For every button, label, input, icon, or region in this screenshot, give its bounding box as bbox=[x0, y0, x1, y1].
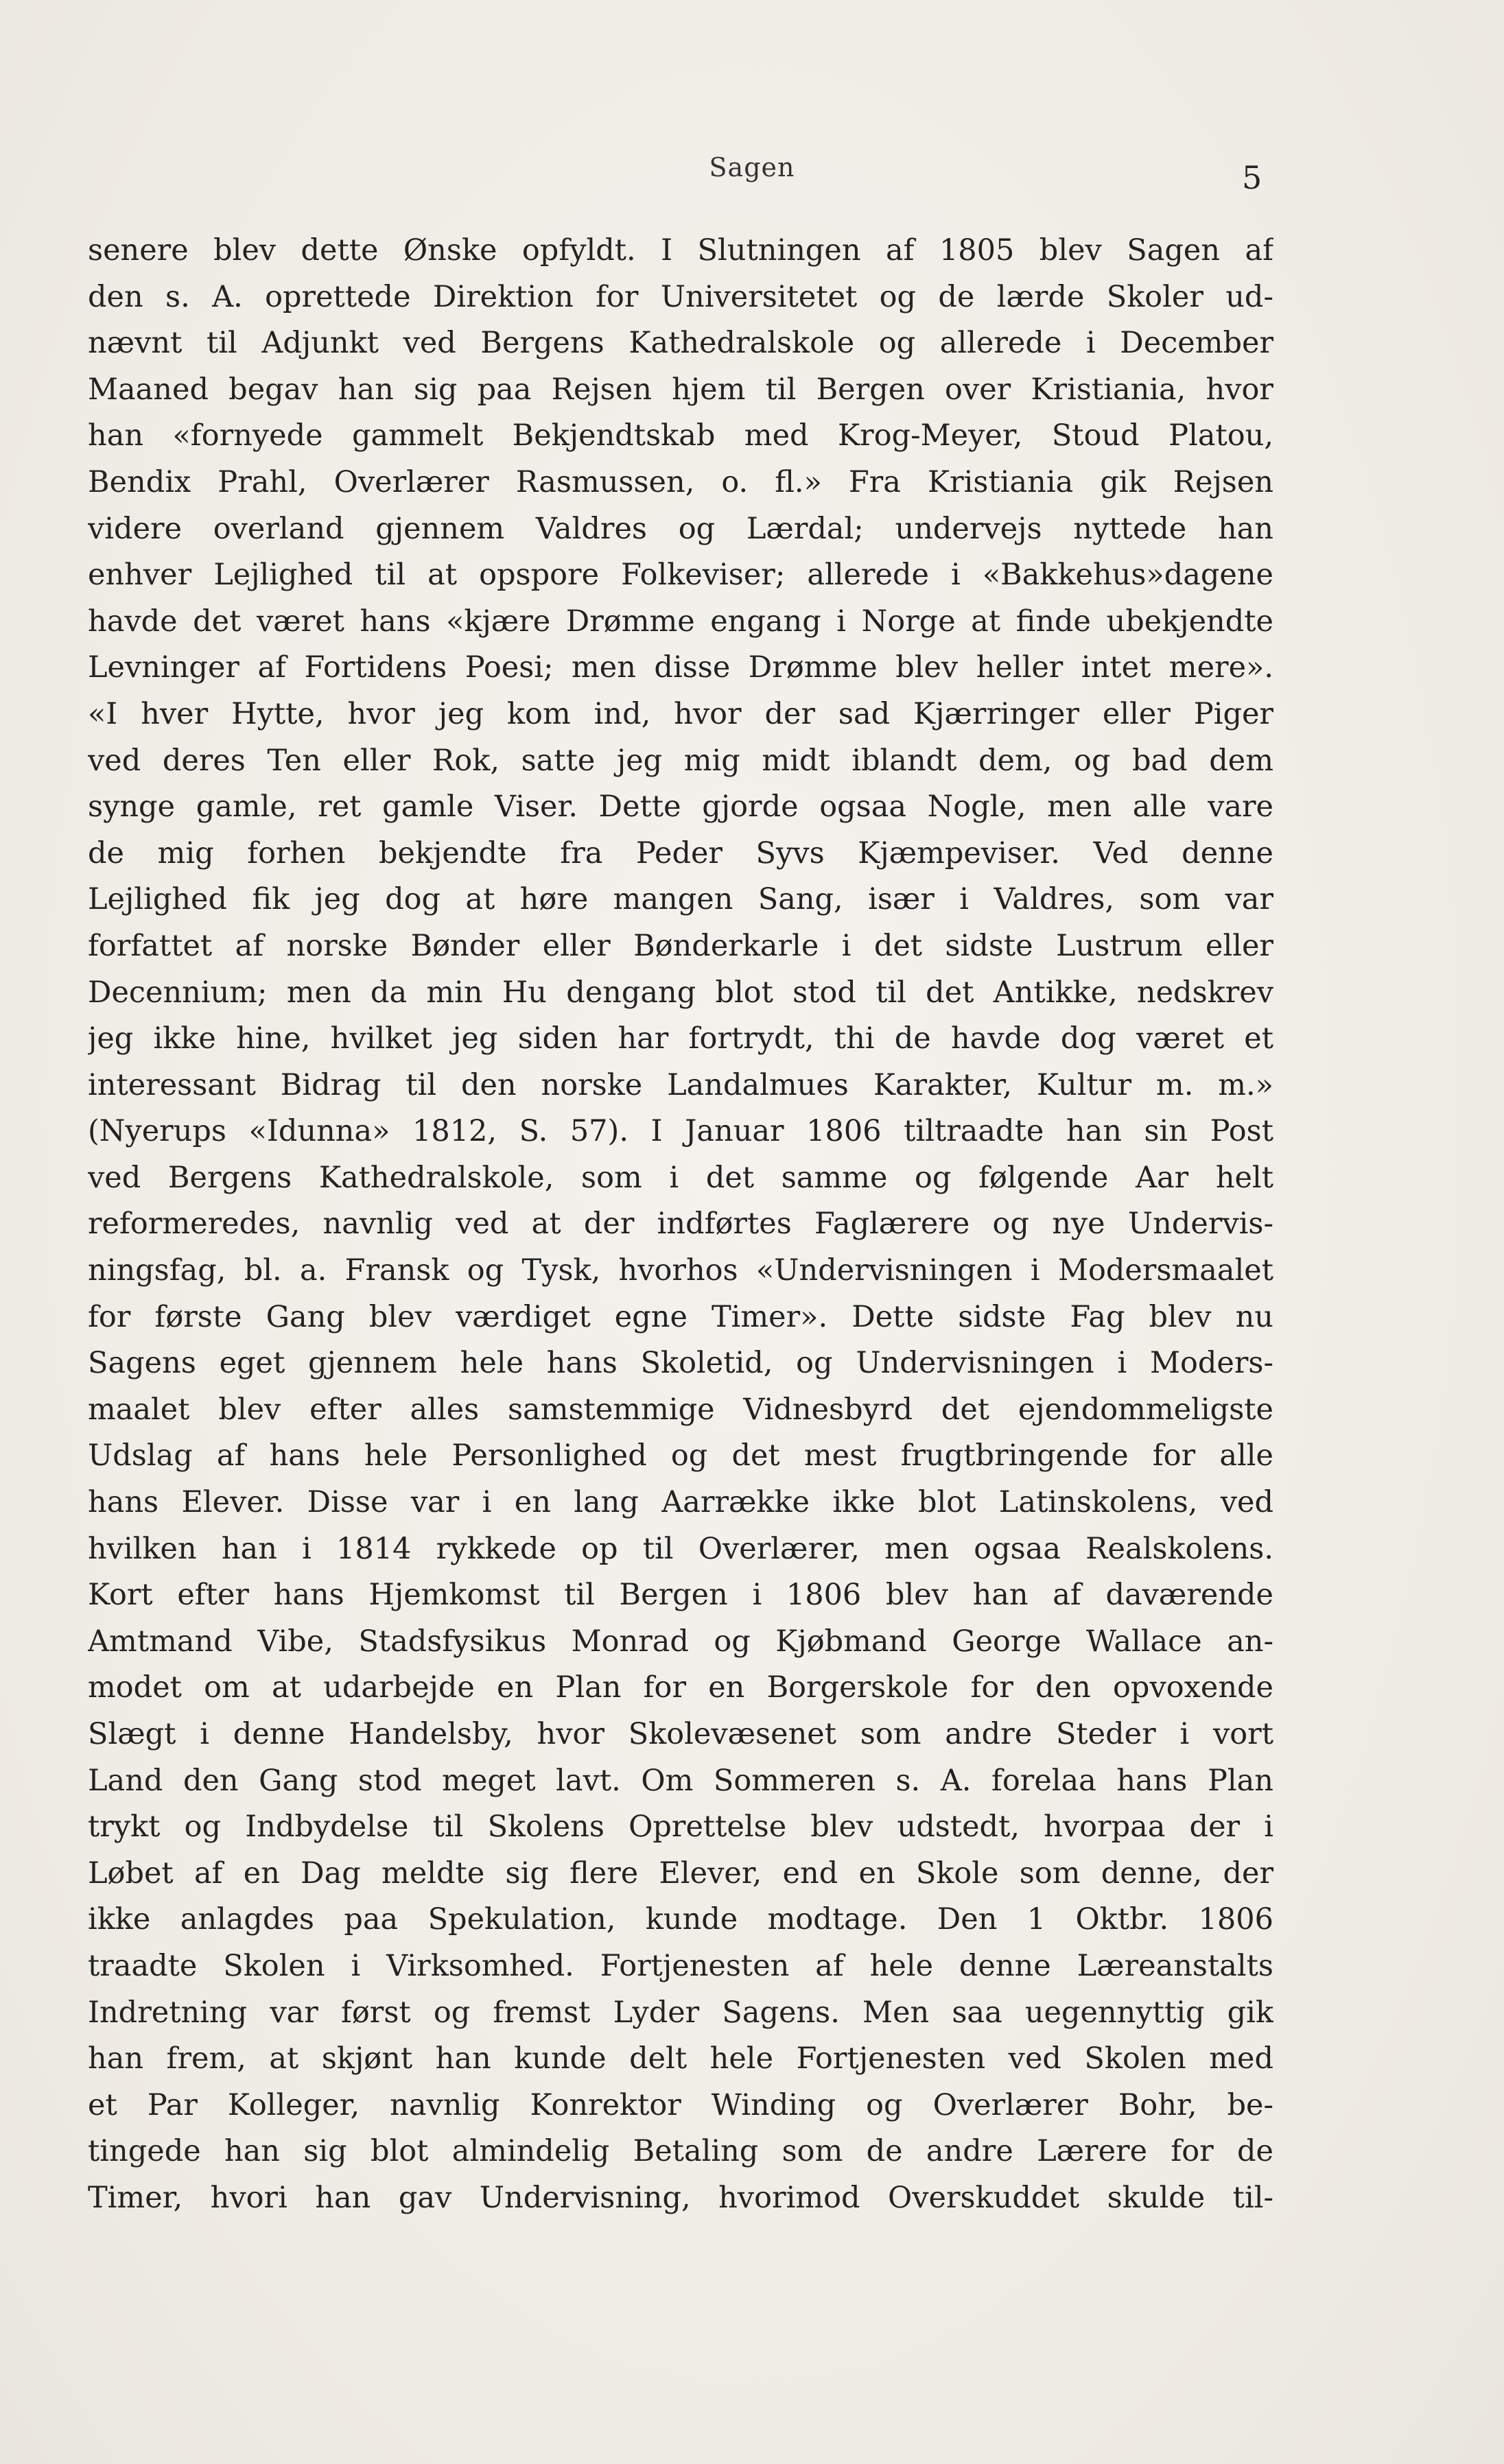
text-line: han «fornyede gammelt Bekjendtskab med Krog-Meyer, Stoud Platou, bbox=[88, 418, 1273, 453]
text-line: Løbet af en Dag meldte sig flere Elever, end en Skole som denne, der bbox=[88, 1856, 1273, 1891]
text-line: ikke anlagdes paa Spekulation, kunde modtage. Den 1 Oktbr. 1806 bbox=[88, 1902, 1273, 1937]
text-line: synge gamle, ret gamle Viser. Dette gjorde ogsaa Nogle, men alle vare bbox=[88, 790, 1273, 825]
text-line: Maaned begav han sig paa Rejsen hjem til Bergen over Kristiania, hvor bbox=[88, 372, 1273, 407]
text-line: jeg ikke hine, hvilket jeg siden har fortrydt, thi de havde dog været et bbox=[88, 1021, 1273, 1056]
text-line: Udslag af hans hele Personlighed og det mest frugtbringende for alle bbox=[88, 1438, 1273, 1473]
text-line: Sagens eget gjennem hele hans Skoletid, og Undervisningen i Moders- bbox=[88, 1346, 1273, 1381]
text-line: «I hver Hytte, hvor jeg kom ind, hvor der sad Kjærringer eller Piger bbox=[88, 696, 1273, 731]
text-line: forfattet af norske Bønder eller Bønderkarle i det sidste Lustrum eller bbox=[88, 928, 1273, 963]
text-line: ningsfag, bl. a. Fransk og Tysk, hvorhos «Undervisningen i Modersmaalet bbox=[88, 1253, 1273, 1288]
text-line: (Nyerups «Idunna» 1812, S. 57). I Januar 1806 tiltraadte han sin Post bbox=[88, 1114, 1273, 1149]
text-line: enhver Lejlighed til at opspore Folkeviser; allerede i «Bakkehus»dagene bbox=[88, 558, 1273, 593]
text-line: traadte Skolen i Virksomhed. Fortjenesten af hele denne Læreanstalts bbox=[88, 1948, 1273, 1983]
text-line: Levninger af Fortidens Poesi; men disse Drømme blev heller intet mere». bbox=[88, 650, 1273, 685]
text-line: Amtmand Vibe, Stadsfysikus Monrad og Kjøbmand George Wallace an- bbox=[88, 1624, 1273, 1659]
text-line: ved Bergens Kathedralskole, som i det samme og følgende Aar helt bbox=[88, 1160, 1273, 1195]
text-line: Land den Gang stod meget lavt. Om Sommeren s. A. forelaa hans Plan bbox=[88, 1763, 1273, 1798]
text-line: et Par Kolleger, navnlig Konrektor Winding og Overlærer Bohr, be- bbox=[88, 2087, 1273, 2122]
text-line: reformeredes, navnlig ved at der indførtes Faglærere og nye Undervis- bbox=[88, 1207, 1273, 1242]
text-line: maalet blev efter alles samstemmige Vidnesbyrd det ejendommeligste bbox=[88, 1392, 1273, 1427]
text-line: Timer, hvori han gav Undervisning, hvorimod Overskuddet skulde til- bbox=[88, 2180, 1273, 2215]
text-line: tingede han sig blot almindelig Betaling som de andre Lærere for de bbox=[88, 2134, 1273, 2169]
text-line: Kort efter hans Hjemkomst til Bergen i 1806 blev han af daværende bbox=[88, 1578, 1273, 1613]
text-line: videre overland gjennem Valdres og Lærdal; undervejs nyttede han bbox=[88, 511, 1273, 546]
text-line: ved deres Ten eller Rok, satte jeg mig midt iblandt dem, og bad dem bbox=[88, 743, 1273, 778]
text-line: senere blev dette Ønske opfyldt. I Slutningen af 1805 blev Sagen af bbox=[88, 233, 1273, 268]
text-line: han frem, at skjønt han kunde delt hele Fortjenesten ved Skolen med bbox=[88, 2041, 1273, 2076]
page-number: 5 bbox=[1242, 159, 1262, 196]
running-title: Sagen bbox=[709, 152, 795, 182]
text-line: Bendix Prahl, Overlærer Rasmussen, o. fl.» Fra Kristiania gik Rejsen bbox=[88, 464, 1273, 499]
text-line: Indretning var først og fremst Lyder Sagens. Men saa uegennyttig gik bbox=[88, 1995, 1273, 2030]
text-line: Lejlighed fik jeg dog at høre mangen Sang, især i Valdres, som var bbox=[88, 882, 1273, 917]
text-line: hans Elever. Disse var i en lang Aarrække ikke blot Latinskolens, ved bbox=[88, 1485, 1273, 1520]
text-line: hvilken han i 1814 rykkede op til Overlærer, men ogsaa Realskolens. bbox=[88, 1531, 1273, 1566]
text-line: nævnt til Adjunkt ved Bergens Kathedralskole og allerede i December bbox=[88, 326, 1273, 361]
text-line: Decennium; men da min Hu dengang blot stod til det Antikke, nedskrev bbox=[88, 975, 1273, 1010]
text-line: interessant Bidrag til den norske Landalmues Karakter, Kultur m. m.» bbox=[88, 1067, 1273, 1102]
text-line: den s. A. oprettede Direktion for Universitetet og de lærde Skoler ud- bbox=[88, 279, 1273, 314]
text-line: trykt og Indbydelse til Skolens Oprettelse blev udstedt, hvorpaa der i bbox=[88, 1810, 1273, 1845]
text-line: havde det været hans «kjære Drømme engang i Norge at finde ubekjendte bbox=[88, 604, 1273, 639]
body-text bbox=[88, 228, 1273, 2222]
text-line: Slægt i denne Handelsby, hvor Skolevæsenet som andre Steder i vort bbox=[88, 1717, 1273, 1751]
text-line: for første Gang blev værdiget egne Timer». Dette sidste Fag blev nu bbox=[88, 1299, 1273, 1334]
text-line: de mig forhen bekjendte fra Peder Syvs Kjæmpeviser. Ved denne bbox=[88, 836, 1273, 870]
text-line: modet om at udarbejde en Plan for en Borgerskole for den opvoxende bbox=[88, 1670, 1273, 1705]
